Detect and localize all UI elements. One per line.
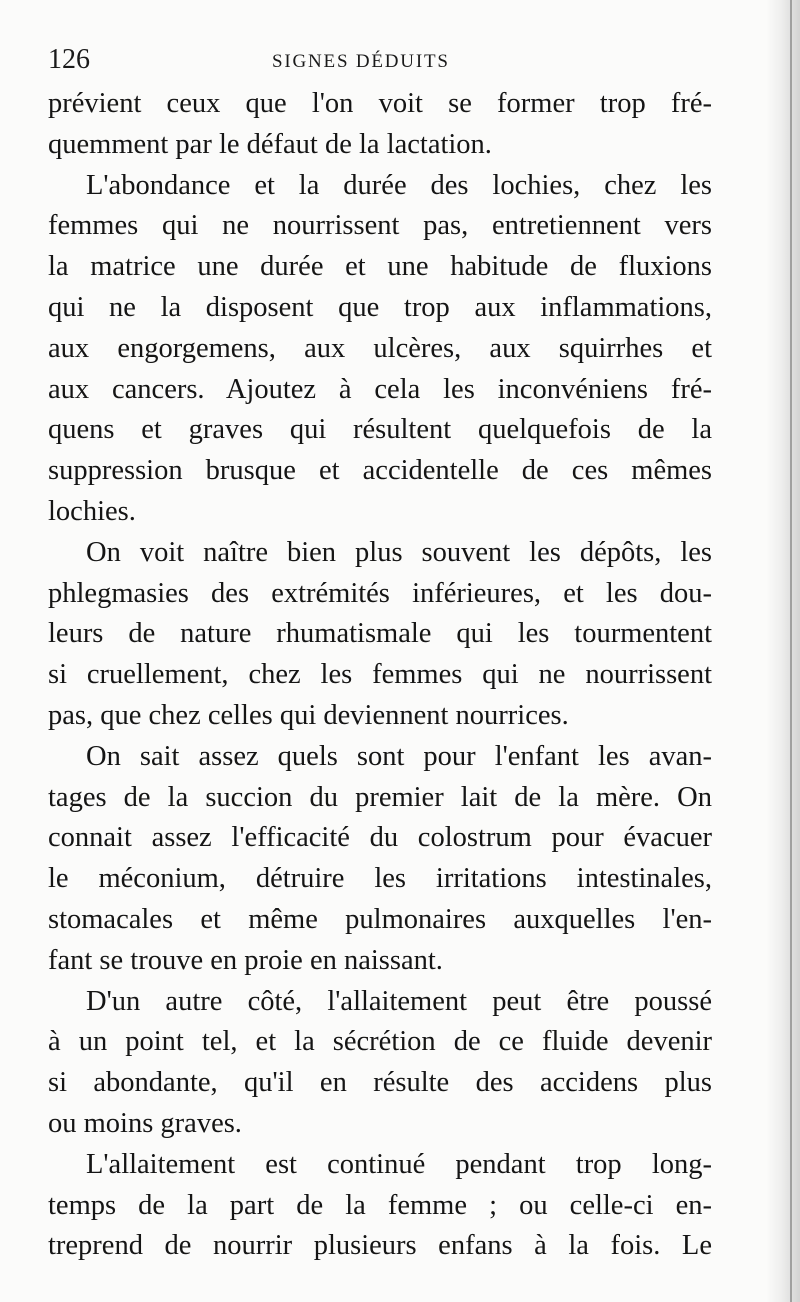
text-line: aux cancers. Ajoutez à cela les inconvéniens fré- <box>48 373 712 405</box>
text-line: pas, que chez celles qui deviennent nourrices. <box>48 699 569 731</box>
page-number: 126 <box>48 44 90 75</box>
page-edge-shadow <box>766 0 800 1302</box>
text-line: phlegmasies des extrémités inférieures, et les dou- <box>48 577 712 609</box>
page-edge-line <box>790 0 792 1302</box>
body-text <box>48 84 712 1267</box>
text-line: On voit naître bien plus souvent les dépôts, les <box>86 536 712 568</box>
text-line: femmes qui ne nourrissent pas, entretiennent vers <box>48 210 712 242</box>
page-header <box>48 42 716 78</box>
text-line: quemment par le défaut de la lactation. <box>48 128 492 160</box>
text-line: ou moins graves. <box>48 1107 242 1139</box>
text-line: L'abondance et la durée des lochies, chez les <box>86 169 712 201</box>
text-line: prévient ceux que l'on voit se former trop fré- <box>48 88 712 119</box>
text-line: quens et graves qui résultent quelquefois de la <box>48 414 712 446</box>
text-line: L'allaitement est continué pendant trop long- <box>86 1148 712 1180</box>
text-line: leurs de nature rhumatismale qui les tourmentent <box>48 618 712 650</box>
text-line: connait assez l'efficacité du colostrum pour évacuer <box>48 822 712 854</box>
text-line: à un point tel, et la sécrétion de ce fluide devenir <box>48 1026 712 1058</box>
text-line: temps de la part de la femme ; ou celle-ci en- <box>48 1189 712 1221</box>
text-line: stomacales et même pulmonaires auxquelles l'en- <box>48 903 712 935</box>
text-line: qui ne la disposent que trop aux inflammations, <box>48 291 712 323</box>
text-line: lochies. <box>48 495 136 527</box>
text-line: tages de la succion du premier lait de la mère. On <box>48 781 712 813</box>
text-line: treprend de nourrir plusieurs enfans à la fois. Le <box>48 1230 712 1262</box>
text-line: la matrice une durée et une habitude de fluxions <box>48 251 712 283</box>
text-line: D'un autre côté, l'allaitement peut être poussé <box>86 985 712 1017</box>
text-line: fant se trouve en proie en naissant. <box>48 944 443 976</box>
text-line: si abondante, qu'il en résulte des accidens plus <box>48 1067 712 1099</box>
text-line: aux engorgemens, aux ulcères, aux squirrhes et <box>48 332 712 364</box>
text-line: On sait assez quels sont pour l'enfant les avan- <box>86 740 712 772</box>
text-line: suppression brusque et accidentelle de ces mêmes <box>48 455 712 487</box>
text-line: si cruellement, chez les femmes qui ne nourrissent <box>48 659 712 691</box>
text-line: le méconium, détruire les irritations intestinales, <box>48 863 712 895</box>
running-head: SIGNES DÉDUITS <box>272 51 450 72</box>
